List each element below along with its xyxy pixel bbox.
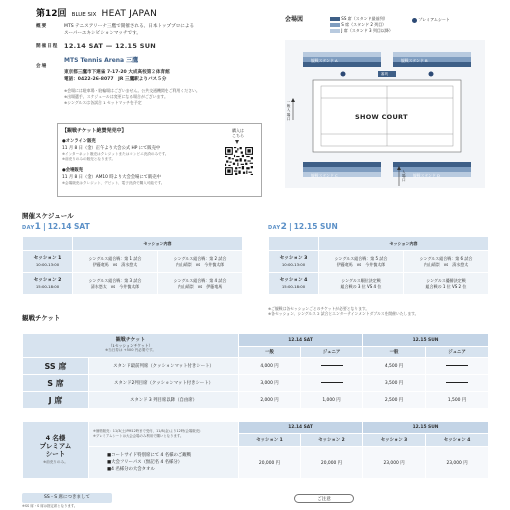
day2-number: 2	[280, 222, 287, 232]
match-title: シングルス順位決定戦	[341, 278, 381, 284]
stand-b-label: 観戦スタンド B	[401, 58, 428, 63]
stand-c-label: 観戦スタンド C	[311, 173, 338, 178]
general-header: 一般	[363, 347, 426, 358]
qr-code-icon[interactable]	[225, 147, 253, 175]
day1-header-row	[23, 237, 243, 251]
price-cell: 3,000 円	[239, 375, 301, 392]
umpire-label: 審判	[381, 71, 388, 76]
session-time: 10:00-13:00	[35, 261, 60, 267]
ticket-header-main: 観戦チケット	[115, 336, 146, 343]
match-title: シングルス組合戦：第 5 試合	[334, 256, 388, 262]
qr-label-1: 購入は	[232, 128, 244, 133]
venue-logo	[64, 58, 138, 65]
dash-icon	[321, 382, 343, 383]
venue-note-2: ※出場選手、スケジュールは変更になる場合がございます。	[64, 94, 168, 99]
seat-desc: スタンド最前列席（クッションマット付きシート）	[89, 358, 239, 375]
table-row	[269, 273, 489, 295]
legend-premium-label: プレミアムシート	[418, 17, 450, 22]
price-cell: 2,000 円	[239, 392, 301, 409]
overview-label: 概要	[36, 24, 48, 29]
match-cell	[158, 273, 243, 295]
day1-date: 12.14 SAT	[47, 222, 90, 231]
venue-phone: 電話：0422-26-8077 JR 三鷹駅よりバス５分	[64, 77, 167, 82]
general-header: 一般	[239, 347, 301, 358]
session-name: セッション 3	[279, 256, 308, 262]
match-cell	[404, 273, 489, 295]
ticket-header-note: ※当日券は +500 円必要です。	[105, 348, 156, 353]
session-time: 15:00-18:00	[35, 283, 60, 289]
match-players: 伊藤竜馬 vs 今井慎太郎	[336, 261, 386, 267]
list-item: ■4 名様分の大会タオル	[107, 467, 155, 472]
ticket-sales-title: 【観戦チケット絶賛発売中】	[62, 128, 127, 134]
schedule-note-1: ※ご観戦は各セッションごとのチケットが必要となります。	[268, 306, 370, 311]
arrow-down-icon	[235, 140, 239, 144]
match-cell	[73, 273, 158, 295]
premium-session-1: セッション 1	[239, 434, 301, 447]
day1-number: 1	[34, 222, 41, 232]
qr-label-2: こちら	[232, 133, 244, 138]
premium-table	[22, 421, 489, 479]
seat-desc: スタンド2列目席（クッションマット付きシート）	[89, 375, 239, 392]
day2-header-row	[269, 237, 489, 251]
premium-note-2: ※プレミアムシートは大会会場のみ利用で購いとなります。	[93, 434, 184, 438]
match-cell	[73, 251, 158, 273]
price-cell: 1,500 円	[426, 392, 489, 409]
ticket-header-sub: （1セッションチケット）	[108, 342, 153, 348]
match-players: 内山靖崇 vs 今井慎太郎	[175, 261, 225, 267]
venue-note-1: ※会場には駐車場・駐輪場はございません。公共交通機関をご利用ください。	[64, 88, 200, 93]
venue-logo-text: MTS Tennis Arena 三鷹	[64, 57, 139, 64]
no-price-cell	[301, 358, 363, 375]
date-label: 開催日程	[36, 44, 59, 49]
court-label: SHOW COURT	[355, 113, 408, 121]
match-title: シングルス優勝決定戦	[426, 278, 466, 284]
premium-session-4: セッション 4	[426, 434, 489, 447]
session-cell	[269, 273, 319, 295]
table-row	[269, 251, 489, 273]
day2-label: DAY	[268, 225, 281, 231]
price-cell: 3,500 円	[363, 375, 426, 392]
seat-cell: SS 席	[23, 358, 89, 375]
price-cell: 4,000 円	[239, 358, 301, 375]
match-players: 組合戦の 3 位 VS 4 位	[340, 283, 382, 289]
premium-session-3: セッション 3	[363, 434, 426, 447]
match-title: シングルス組合戦：第 3 試合	[88, 278, 142, 284]
match-title: シングルス組合戦：第 4 試合	[173, 278, 227, 284]
legend-premium	[412, 17, 450, 23]
online-sales-note-1: ※インターネット販売はクレジットまたはコンビニ決済のみです。	[62, 152, 169, 156]
legend-j-label: J 席（スタンド 3 列目以降）	[341, 28, 393, 33]
match-players: 伊藤竜馬 vs 清水悠太	[92, 261, 138, 267]
premium-header-row	[23, 422, 489, 434]
match-players: 内山靖崇 vs 伊藤竜馬	[177, 283, 223, 289]
no-price-cell	[426, 375, 489, 392]
legend-j	[330, 28, 393, 34]
notice-button[interactable]: ご注意	[294, 494, 354, 503]
stand-d-label: 観戦スタンド D	[413, 173, 440, 178]
legend-j-swatch	[330, 29, 340, 33]
premium-price-4: 23,000 円	[426, 447, 489, 479]
match-cell	[158, 251, 243, 273]
price-cell: 2,500 円	[363, 392, 426, 409]
dash-icon	[446, 365, 468, 366]
premium-dot-icon	[412, 18, 417, 23]
day1-heading: DAY1 | 12.14 SAT	[22, 222, 90, 232]
venue-map	[285, 40, 485, 188]
ticket-header-cell	[23, 334, 239, 358]
day2-schedule-table	[268, 236, 489, 295]
tickets-title: 観戦チケット	[22, 314, 61, 322]
premium-day1-header: 12.14 SAT	[239, 422, 363, 434]
no-price-cell	[426, 358, 489, 375]
ss-s-seat-button[interactable]: SS・S 席につきまして	[22, 493, 112, 503]
premium-note-1: ※価格販売：11/3(土)PM12時まで受付、11/8(金)より12時(会場販売)	[93, 429, 201, 434]
event-title	[36, 6, 157, 19]
match-players: 清水悠太 vs 今井慎太郎	[90, 283, 140, 289]
price-cell: 4,500 円	[363, 358, 426, 375]
stand-a-label: 観戦スタンド A	[311, 58, 338, 63]
online-sales-title: ●オンライン販売	[62, 139, 96, 144]
legend-s-label: S 席（スタンド 2 列目）	[341, 22, 387, 27]
premium-session-2: セッション 2	[301, 434, 363, 447]
junior-header: ジュニア	[426, 347, 489, 358]
entrance-label: 入場口	[402, 170, 406, 183]
match-title: シングルス組合戦：第 2 試合	[173, 256, 227, 262]
venue-sales-line: 11 月 8 日（金）AM10 時より大会会場にて販売中	[62, 175, 161, 180]
table-row	[23, 358, 489, 375]
session-cell	[269, 251, 319, 273]
venue-sales-title: ●会場販売	[62, 168, 83, 173]
overview-text-1: MTS テニスアリーナ三鷹で開催される、日本トッププロによる	[64, 24, 195, 29]
match-players: 組合戦の 1 位 VS 2 位	[425, 283, 467, 289]
premium-seat-note: ※前売りのみ。	[43, 460, 68, 464]
session-name: セッション 2	[33, 278, 62, 284]
session-time: 10:00-13:00	[281, 261, 306, 267]
day1-label: DAY	[22, 225, 35, 231]
venue-note-3: ※シングルスは各試合 1 セットマッチを予定	[64, 100, 142, 105]
day2-date: 12.15 SUN	[293, 222, 338, 231]
match-cell	[404, 251, 489, 273]
venue-address: 東京都三鷹市下連雀 7-17-20 大成高校第２体育館	[64, 70, 170, 75]
no-price-cell	[301, 375, 363, 392]
entrance-general-label: 一般入場口	[286, 100, 291, 121]
premium-day2-header: 12.15 SUN	[363, 422, 489, 434]
session-name: セッション 4	[279, 278, 308, 284]
venue-sales-note: ※会場販売はクレジット、デビット、電子決済で購入可能です。	[62, 181, 165, 185]
ticket-header-row	[23, 334, 489, 347]
date-value: 12.14 SAT — 12.15 SUN	[64, 42, 157, 50]
day2-heading: DAY2 | 12.15 SUN	[268, 222, 338, 232]
legend-ss-swatch	[330, 17, 340, 21]
footer-note: ※SS 席・S 席は指定席となります。	[22, 504, 78, 508]
match-title: シングルス組合戦：第 1 試合	[88, 256, 142, 262]
venue-label: 会場	[36, 64, 48, 69]
session-name: セッション 1	[33, 256, 62, 262]
table-row	[23, 273, 243, 295]
legend-s-swatch	[330, 23, 340, 27]
table-row	[23, 251, 243, 273]
online-sales-line: 11 月 8 日（金）正午より大会公式 HP にて販売中	[62, 146, 161, 151]
ticket-price-table	[22, 333, 489, 409]
premium-price-row	[23, 447, 489, 479]
session-cell	[23, 251, 73, 273]
venue-map-title: 会場図	[285, 16, 304, 23]
price-cell: 1,000 円	[301, 392, 363, 409]
legend-ss-label: SS 席（スタンド最前列）	[341, 16, 388, 21]
premium-price-2: 20,000 円	[301, 447, 363, 479]
dash-icon	[446, 382, 468, 383]
session-cell	[23, 273, 73, 295]
table-row	[23, 375, 489, 392]
premium-price-3: 23,000 円	[363, 447, 426, 479]
schedule-title: 開催スケジュール	[22, 212, 74, 220]
match-players: 内山靖崇 vs 清水悠太	[423, 261, 469, 267]
ticket-day2-header: 12.15 SUN	[363, 334, 489, 347]
seat-desc: スタンド 3 列目席以降（自由席）	[89, 392, 239, 409]
event-edition: 第12回	[36, 9, 67, 19]
table-row	[23, 392, 489, 409]
day1-session-header: セッション内容	[73, 237, 243, 251]
qr-label	[227, 128, 249, 138]
event-subtitle: BLUE SIX	[71, 12, 97, 18]
premium-price-1: 20,000 円	[239, 447, 301, 479]
match-cell	[319, 273, 404, 295]
match-cell	[319, 251, 404, 273]
seat-cell: S 席	[23, 375, 89, 392]
junior-header: ジュニア	[301, 347, 363, 358]
event-name: HEAT JAPAN	[101, 9, 158, 19]
premium-seat-line-2: プレミアム	[39, 442, 72, 450]
premium-seat-cell	[23, 422, 89, 479]
ticket-day1-header: 12.14 SAT	[239, 334, 363, 347]
schedule-note-2: ※各セッション、シングルス 2 試合とエンターテインメントダブルスを開催いたします。	[268, 311, 419, 316]
match-title: シングルス組合戦：第 6 試合	[419, 256, 473, 262]
day1-schedule-table	[22, 236, 243, 295]
premium-benefits	[89, 447, 239, 479]
premium-seat-line-3: シート	[45, 450, 66, 458]
premium-seat-line-1: 4 名様	[45, 434, 66, 442]
day2-session-header: セッション内容	[319, 237, 489, 251]
overview-text-2: スーパーエキシビションマッチです。	[64, 30, 141, 36]
seat-cell: J 席	[23, 392, 89, 409]
dash-icon	[321, 365, 343, 366]
online-sales-note-2: ※前売りのみの販売となります。	[62, 157, 116, 161]
session-time: 15:00-18:00	[281, 283, 306, 289]
list-item: ■コートサイド特別席にて 4 名様のご観戦	[107, 453, 192, 458]
premium-notes	[89, 422, 239, 447]
list-item: ■大会フリーパス（無記名 4 名様分）	[107, 460, 183, 465]
